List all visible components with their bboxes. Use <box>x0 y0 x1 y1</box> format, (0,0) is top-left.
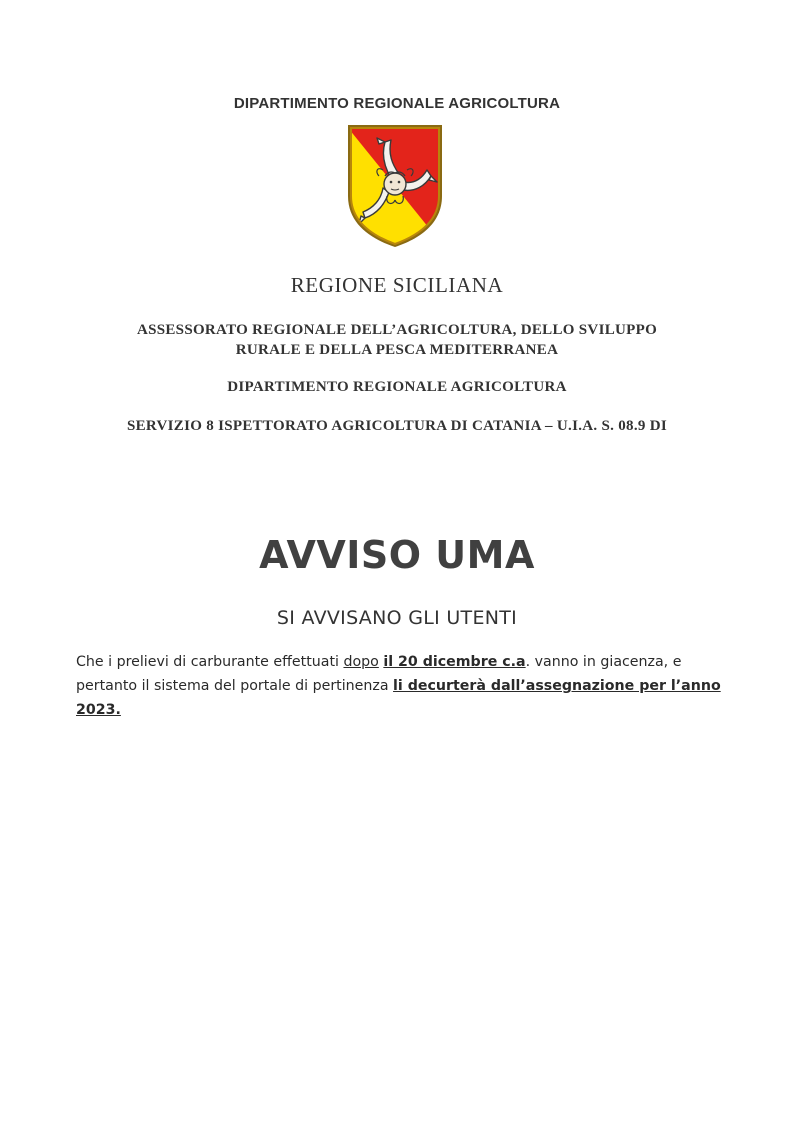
region-name: REGIONE SICILIANA <box>290 273 504 297</box>
notice-subtitle: SI AVVISANO GLI UTENTI <box>276 607 518 629</box>
body-text-date-highlight: il 20 dicembre c.a <box>383 654 526 670</box>
body-text-deduction-highlight: li decurterà dall’assegnazione per l’anno 2023. <box>76 678 721 718</box>
assessorato-line-1: ASSESSORATO REGIONALE DELL’AGRICOLTURA, DELLO SVILUPPO <box>136 322 658 338</box>
servizio-heading: SERVIZIO 8 ISPETTORATO AGRICOLTURA DI CATANIA – U.I.A. S. 08.9 DI <box>126 418 668 434</box>
assessorato-heading <box>0 320 794 360</box>
dipartimento-heading: DIPARTIMENTO REGIONALE AGRICOLTURA <box>227 379 567 395</box>
body-text-plain: Che i prelievi di carburante effettuati <box>76 654 344 670</box>
body-text-underlined-dopo: dopo <box>343 654 379 670</box>
notice-title: AVVISO UMA <box>259 533 535 577</box>
trinacria-coat-of-arms-icon <box>345 124 445 248</box>
top-department-header: DIPARTIMENTO REGIONALE AGRICOLTURA <box>233 95 561 112</box>
body-text-plain-2: . vanno in giacenza, e pertanto il sistema del portale di pertinenza <box>76 654 682 694</box>
assessorato-line-2: RURALE E DELLA PESCA MEDITERRANEA <box>235 342 559 358</box>
notice-body-paragraph <box>76 650 722 722</box>
